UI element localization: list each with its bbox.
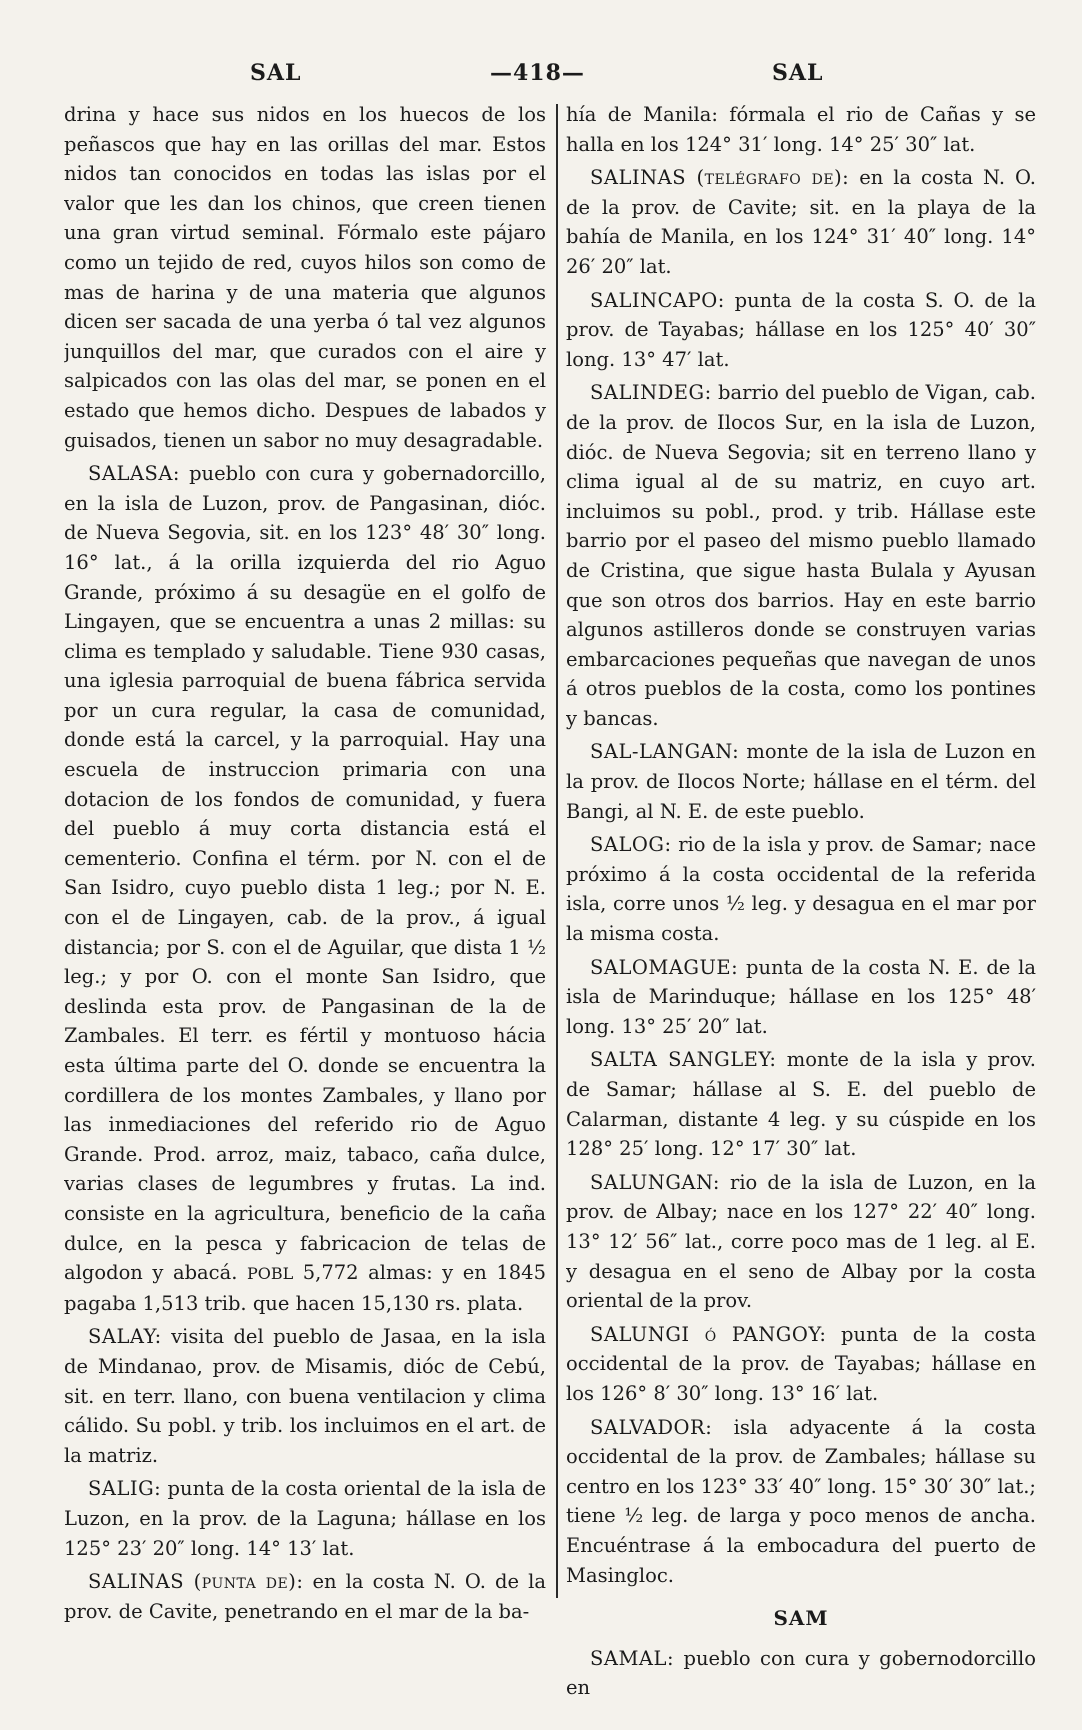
entry-headword: SALOG: — [590, 833, 672, 857]
entry-headword: SALINDEG: — [590, 381, 712, 405]
entry-headword: SALIG: — [88, 1477, 162, 1501]
entry-text: pueblo con cura y gobernodorcillo en — [566, 1646, 1036, 1700]
entry-text: isla adyacente á la costa occidental de la prov. de Zambales; hállase su centro en los 123° 33′ 40″ long. 15° 30′ 30″ lat.; tiene ½ leg. de larga y poco menos de ancha. Encuéntrase á la embocadura del puerto de Masingloc. — [566, 1415, 1036, 1587]
entry-text: pueblo con cura y gobernadorcillo, en la isla de Luzon, prov. de Pangasinan, dióc. de Nueva Segovia, sit. en los 123° 48′ 30″ long. 16° lat., á la orilla izquierda del rio Aguo Grande, próximo á su desagüe en el golfo de Lingayen, que se encuentra a unas 2 millas: su clima es templado y saludable. Tiene 930 casas, una iglesia parroquial de buena fábrica servida por un cura regular, la casa de comunidad, donde está la carcel, y la parroquial. Hay una escuela de instruccion primaria con una dotacion de los fondos de comunidad, y fuera del pueblo á muy corta distancia está el cementerio. Confina el térm. por N. con el de San Isidro, cuyo pueblo dista 1 leg.; por N. E. con el de Lingayen, cab. de la prov., á igual distancia; por S. con el de Aguilar, que dista 1 ½ leg.; y por O. con el monte San Isidro, que deslinda esta prov. de Pangasinan de la de Zambales. El terr. es fértil y montuoso hácia esta última parte del O. donde se encuentra la cordillera de los montes Zambales, y llano por las inmediaciones del referido rio de Aguo Grande. Prod. arroz, maiz, tabaco, caña dulce, varias clases de legumbres y frutas. La ind. consiste en la agricultura, beneficio de la caña dulce, en la pesca y fabricacion de telas de algodon y abacá. — [64, 462, 546, 1285]
entry-text: punta de la costa N. E. de la isla de Marinduque; hállase en los 125° 48′ long. 13° 25′ 20″ lat. — [566, 955, 1036, 1038]
entry-headword: SALINAS (punta de): — [88, 1570, 304, 1594]
entry-headword: SAMAL: — [590, 1646, 675, 1670]
entry-samal — [566, 1644, 1036, 1700]
entry-text: barrio del pueblo de Vigan, cab. de la prov. de Ilocos Sur, en la isla de Luzon, dióc. de Nueva Segovia; sit en terreno llano y clima igual al de su matriz, en cuyo art. incluimos su pobl., prod. y trib. Hállase este barrio por el paseo del mismo pueblo llamado de Cristina, que sigue hasta Bulala y Ayusan que son otros dos barrios. Hay en este barrio algunos astilleros donde se construyen varias embarcaciones pequeñas que navegan de unos á otros pueblos de la costa, como los pontines y bancas. — [566, 381, 1036, 730]
entry-headword: SALAY: — [88, 1325, 162, 1349]
entry-headword: SAL-LANGAN: — [590, 740, 740, 764]
page-number: —418— — [490, 60, 585, 86]
entry-salomague — [566, 953, 1036, 1042]
entry-headword: SALOMAGUE: — [590, 955, 739, 979]
entry-text: punta de la costa oriental de la isla de Luzon, en la prov. de la Laguna; hállase en los 125° 23′ 20″ long. 14° 13′ lat. — [64, 1477, 546, 1560]
entry-text: visita del pueblo de Jasaa, en la isla de Mindanao, prov. de Misamis, dióc de Cebú, sit. en terr. llano, con buena ventilacion y clima cálido. Su pobl. y trib. los incluimos en el art. de la matriz. — [64, 1325, 546, 1467]
entry-salincapo — [566, 286, 1036, 375]
pobl-text: 5,772 almas: y en 1845 pagaba 1,513 trib. que hacen 15,130 rs. plata. — [64, 1261, 546, 1315]
running-head-right: SAL — [772, 60, 824, 86]
entry-headword: SALASA: — [88, 462, 180, 486]
entry-salinas-punta — [64, 1567, 546, 1626]
entry-sal-langan — [566, 737, 1036, 826]
entry-text: monte de la isla de Luzon en la prov. de Ilocos Norte; hállase en el térm. del Bangi, al N. E. de este pueblo. — [566, 740, 1036, 823]
left-column — [64, 100, 546, 1700]
entry-salog — [566, 830, 1036, 948]
entry-text: punta de la costa occidental de la prov. de Tayabas; hállase en los 126° 8′ 30″ long. 13° 16′ lat. — [566, 1322, 1036, 1405]
entry-salinas-telegrafo — [566, 163, 1036, 281]
entry-headword: SALTA SANGLEY: — [590, 1048, 777, 1072]
continuation-text: hía de Manila: fórmala el rio de Cañas y se halla en los 124° 31′ long. 14° 25′ 30″ lat. — [566, 103, 1036, 156]
running-head-left: SAL — [250, 60, 302, 86]
entry-headword: SALUNGI ó PANGOY: — [590, 1322, 827, 1346]
entry-salungi — [566, 1320, 1036, 1409]
right-column — [566, 100, 1036, 1700]
entry-text: en la costa N. O. de la prov. de Cavite, penetrando en el mar de la ba- — [64, 1570, 546, 1623]
entry-text: rio de la isla y prov. de Samar; nace próximo á la costa occidental de la referida isla, corre unos ½ leg. y desagua en el mar por la misma costa. — [566, 833, 1036, 946]
entry-salvador — [566, 1413, 1036, 1591]
entry-salasa — [64, 459, 546, 1318]
entry-headword: SALVADOR: — [590, 1415, 713, 1439]
entry-text: rio de la isla de Luzon, en la prov. de Albay; nace en los 127° 22′ 40″ long. 13° 12′ 56″ lat., corre poco mas de 1 leg. al E. y desagua en el seno de Albay por la costa oriental de la prov. — [566, 1170, 1036, 1313]
entry-salta-sangley — [566, 1045, 1036, 1163]
pobl-label: POBL — [246, 1264, 294, 1284]
continuation-text: drina y hace sus nidos en los huecos de los peñascos que hay en las orillas del mar. Estos nidos tan conocidos en todas las islas por el valor que les dan los chinos, que creen tienen una gran virtud seminal. Fórmalo este pájaro como un tejido de red, cuyos hilos son como de mas de harina y de una materia que algunos dicen ser sacada de una yerba ó tal vez algunos junquillos del mar, que curados con el aire y salpicados con las olas del mar, se ponen en el estado que hemos dicho. Despues de labados y guisados, tienen un sabor no muy desagradable. — [64, 103, 546, 452]
section-heading: SAM — [773, 1606, 829, 1631]
entry-salay — [64, 1322, 546, 1470]
entry-headword: SALINAS (telégrafo de): — [590, 166, 850, 190]
entry-text: monte de la isla y prov. de Samar; hállase al S. E. del pueblo de Calarman, distante 4 leg. y su cúspide en los 128° 25′ long. 12° 17′ 30″ lat. — [566, 1048, 1036, 1161]
entry-headword: SALUNGAN: — [590, 1170, 720, 1194]
entry-salig — [64, 1474, 546, 1563]
entry-headword: SALINCAPO: — [590, 288, 725, 312]
entry-text: punta de la costa S. O. de la prov. de Tayabas; hállase en los 125° 40′ 30″ long. 13° 47′ lat. — [566, 288, 1036, 371]
running-head — [0, 60, 1082, 96]
entry-salindeg — [566, 378, 1036, 733]
entry-text: en la costa N. O. de la prov. de Cavite; sit. en la playa de la bahía de Manila, en los 124° 31′ 40″ long. 14° 26′ 20″ lat. — [566, 166, 1036, 278]
column-divider — [556, 104, 558, 1598]
entry-salungan — [566, 1168, 1036, 1316]
